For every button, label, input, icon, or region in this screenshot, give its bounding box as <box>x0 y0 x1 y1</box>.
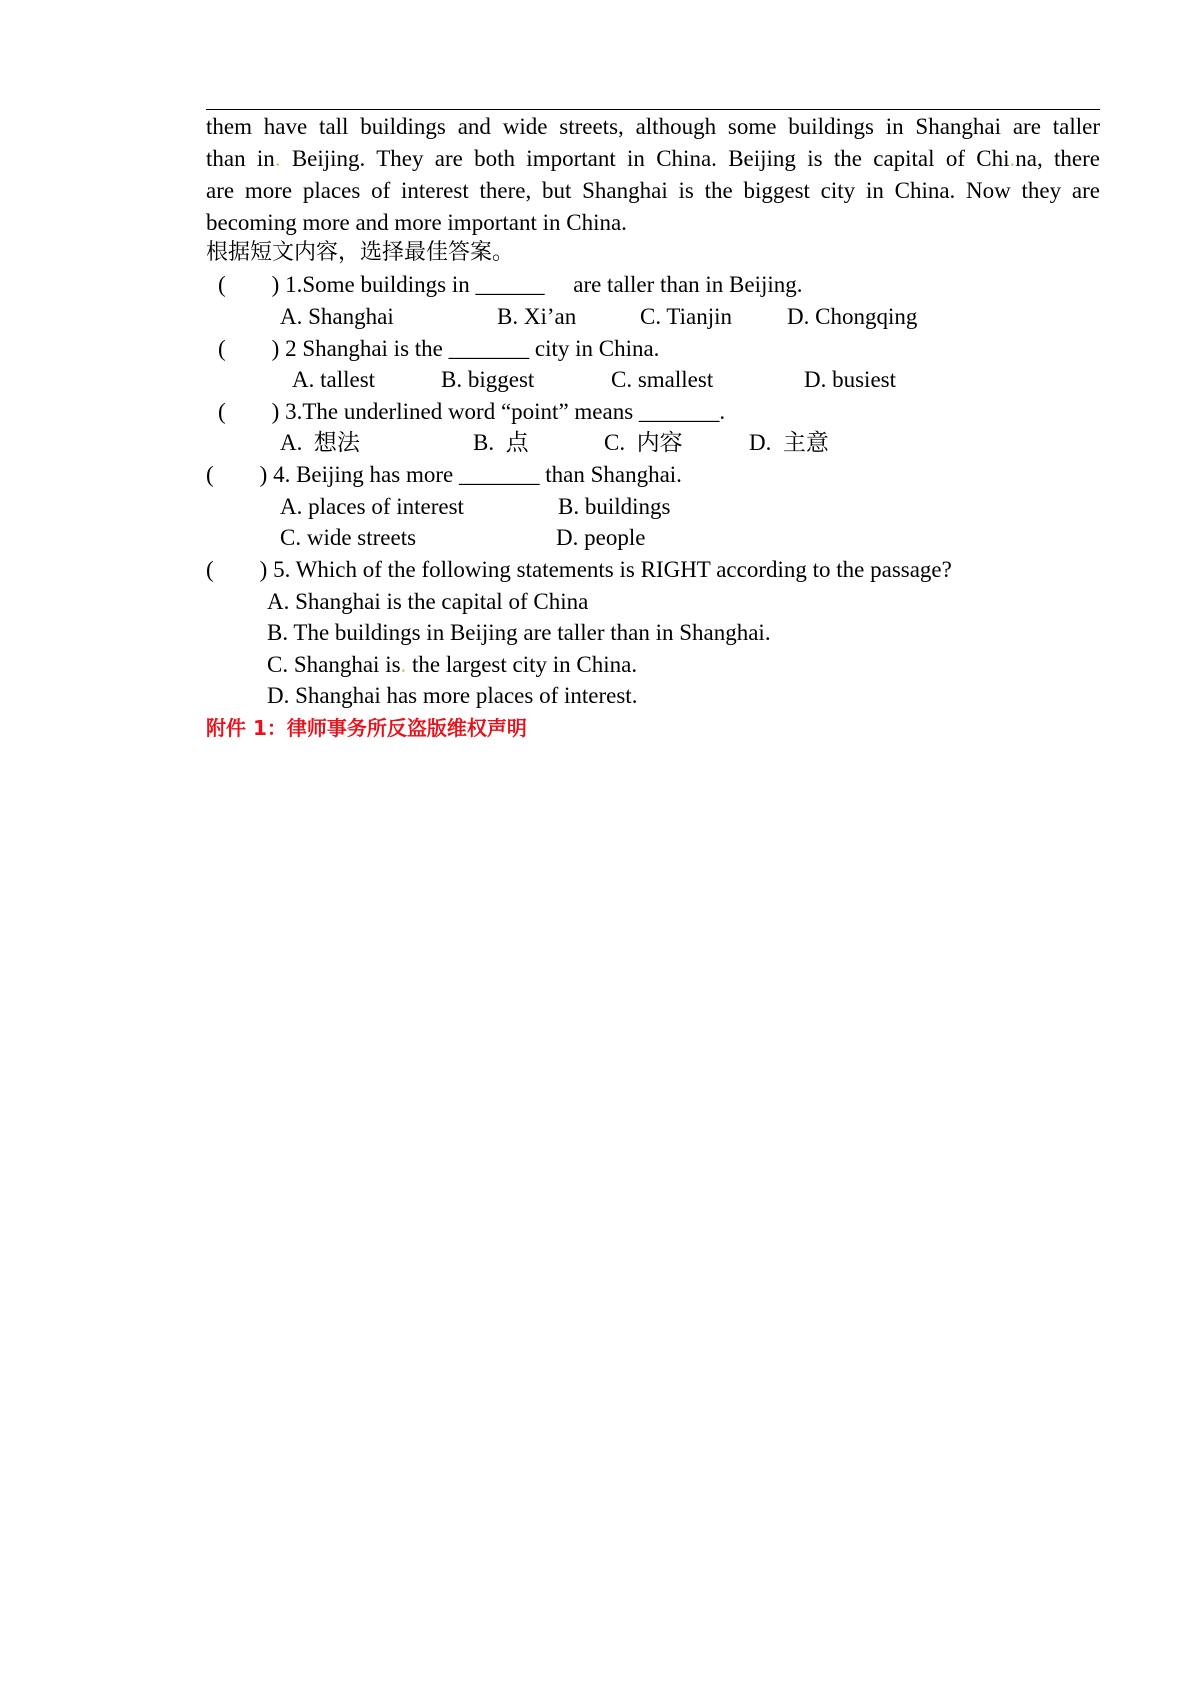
question-stem: Beijing has more _______ than Shanghai. <box>296 462 682 487</box>
option-c: C. smallest <box>611 367 714 392</box>
option-c: C. Tianjin <box>640 304 733 329</box>
option-d: D. people <box>556 525 646 550</box>
option-a: A. places of interest <box>280 494 464 519</box>
answer-blank[interactable]: ( ) 5. <box>206 557 296 582</box>
marker-dot: . <box>1009 146 1016 171</box>
question-stem: Which of the following statements is RIGHT according to the passage? <box>295 557 952 582</box>
option-c: C. wide streets <box>280 525 417 550</box>
passage-line: becoming more and more important in China. <box>206 210 627 235</box>
option-text: the largest city in China. <box>406 652 638 677</box>
answer-blank[interactable]: ( ) 4. <box>206 462 297 487</box>
option-b: B. Xi’an <box>497 304 577 329</box>
option-text: C. Shanghai is <box>267 652 401 677</box>
question-4 <box>206 459 682 491</box>
option-c <box>267 649 637 681</box>
answer-blank[interactable]: ( ) 3. <box>218 399 303 424</box>
option-b: B. biggest <box>441 367 535 392</box>
option-d: D. 主意 <box>749 430 829 455</box>
question-5 <box>206 554 952 586</box>
question-1 <box>218 269 803 301</box>
option-d: D. Shanghai has more places of interest. <box>267 683 638 708</box>
reading-passage <box>206 111 1100 239</box>
question-stem: The underlined word “point” means _______. <box>302 399 726 424</box>
appendix-heading[interactable]: 附件 1：律师事务所反盗版维权声明 <box>206 716 527 740</box>
question-2 <box>218 333 659 365</box>
header-rule <box>206 109 1100 110</box>
option-a: A. Shanghai is the capital of China <box>267 589 589 614</box>
option-a: A. tallest <box>292 367 376 392</box>
answer-blank[interactable]: ( ) 1. <box>218 272 303 297</box>
option-d: D. busiest <box>804 367 896 392</box>
answer-blank[interactable]: ( ) 2 <box>218 336 303 361</box>
marker-dot: . <box>400 652 407 677</box>
passage-fragment: Beijing. They are both important in China. Beijing is the capital of Chi <box>280 146 1010 171</box>
question-stem: Some buildings in ______ are taller than in Beijing. <box>302 272 803 297</box>
option-a: A. Shanghai <box>280 304 394 329</box>
question-stem: Shanghai is the _______ city in China. <box>302 336 660 361</box>
option-b: B. 点 <box>473 430 529 455</box>
option-b: B. The buildings in Beijing are taller than in Shanghai. <box>267 620 771 645</box>
question-3 <box>218 396 725 428</box>
option-c: C. 内容 <box>604 430 683 455</box>
passage-line: them have tall buildings and wide streets, although some buildings in Shanghai are taller <box>206 114 1100 139</box>
passage-fragment: na, there <box>1015 146 1100 171</box>
passage-line: are more places of interest there, but Shanghai is the biggest city in China. Now they are <box>206 178 1100 203</box>
option-b: B. buildings <box>558 494 671 519</box>
passage-line <box>206 143 1100 175</box>
instruction-text: 根据短文内容，选择最佳答案。 <box>206 240 515 265</box>
option-d: D. Chongqing <box>787 304 918 329</box>
marker-dot: . <box>274 146 281 171</box>
passage-fragment: than in <box>206 146 275 171</box>
option-a: A. 想法 <box>280 430 360 455</box>
